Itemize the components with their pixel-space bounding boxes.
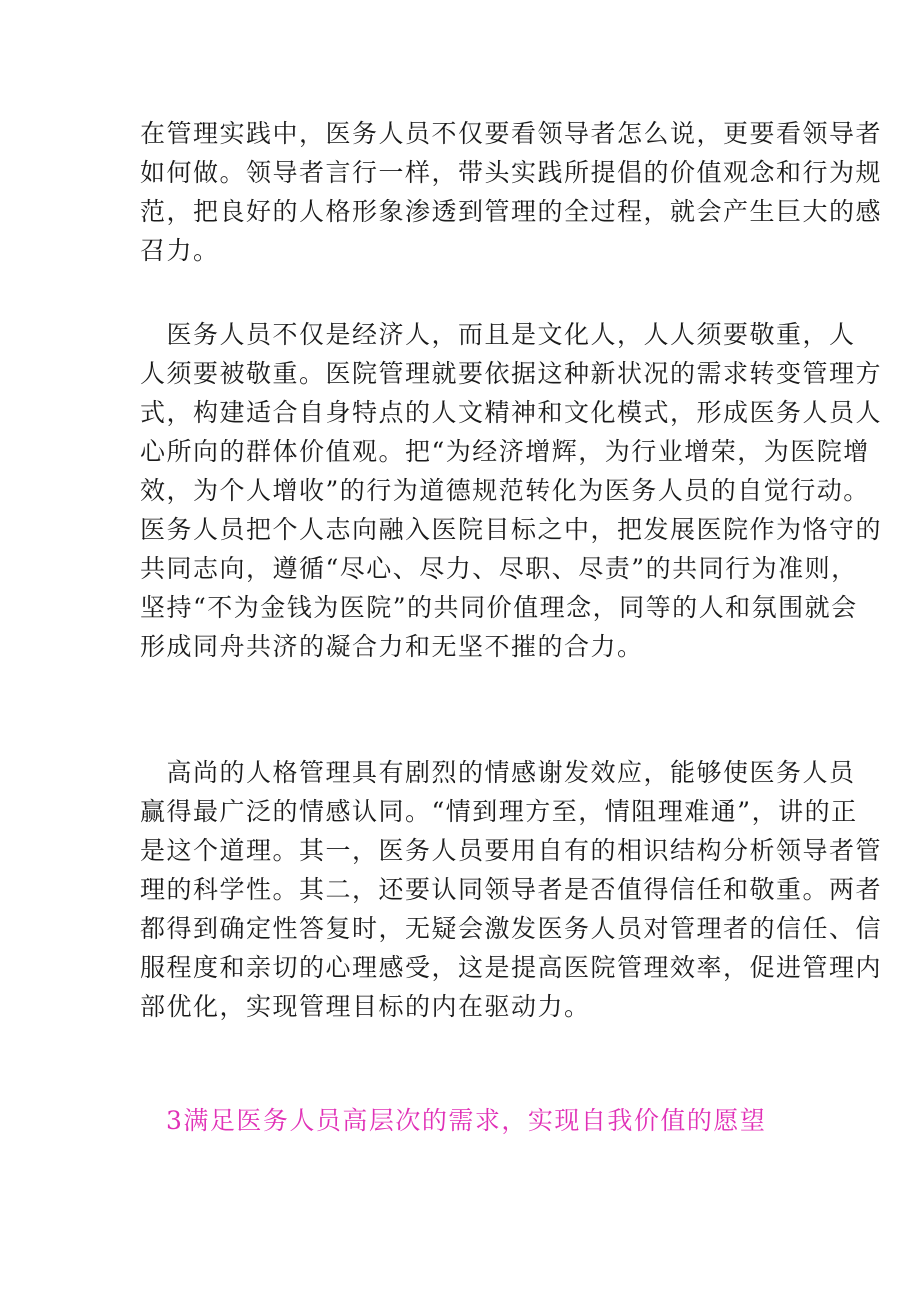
paragraph-line: 医务人员把个人志向融入医院目标之中，把发展医院作为恪守的 <box>140 515 883 544</box>
paragraph-line: 共同志向，遵循“尽心、尽力、尽职、尽责”的共同行为准则， <box>140 554 858 583</box>
paragraph-line: 形成同舟共济的凝合力和无坚不摧的合力。 <box>140 632 644 661</box>
paragraph-line: 部优化，实现管理目标的内在驱动力。 <box>140 992 591 1021</box>
paragraph-line: 如何做。领导者言行一样，带头实践所提倡的价值观念和行为规 <box>140 158 883 187</box>
paragraph-line: 都得到确定性答复时，无疑会激发医务人员对管理者的信任、信 <box>140 914 883 943</box>
paragraph-line: 效，为个人增收”的行为道德规范转化为医务人员的自觉行动。 <box>140 476 870 505</box>
paragraph-line: 理的科学性。其二，还要认同领导者是否值得信任和敬重。两者 <box>140 875 883 904</box>
paragraph-line: 心所向的群体价值观。把“为经济增辉，为行业增荣，为医院增 <box>140 437 870 466</box>
paragraph-line: 医务人员不仅是经济人，而且是文化人，人人须要敬重，人 <box>140 320 856 349</box>
paragraph-line: 高尚的人格管理具有剧烈的情感谢发效应，能够使医务人员 <box>140 758 856 787</box>
paragraph-emotional-effect <box>140 753 883 1026</box>
paragraph-line: 人须要被敬重。医院管理就要依据这种新状况的需求转变管理方 <box>140 359 883 388</box>
paragraph-line: 式，构建适合自身特点的人文精神和文化模式，形成医务人员人 <box>140 398 883 427</box>
paragraph-line: 范，把良好的人格形象渗透到管理的全过程，就会产生巨大的感 <box>140 197 883 226</box>
paragraph-line: 坚持“不为金钱为医院”的共同价值理念，同等的人和氛围就会 <box>140 593 858 622</box>
paragraph-leadership-example <box>140 114 883 270</box>
paragraph-line: 赢得最广泛的情感认同。“情到理方至，情阻理难通”，讲的正 <box>140 797 858 826</box>
paragraph-line: 是这个道理。其一，医务人员要用自有的相识结构分析领导者管 <box>140 836 883 865</box>
paragraph-line: 服程度和亲切的心理感受，这是提高医院管理效率，促进管理内 <box>140 953 883 982</box>
paragraph-cultural-values <box>140 315 883 666</box>
paragraph-line: 召力。 <box>140 236 220 265</box>
section-heading: 3满足医务人员高层次的需求，实现自我价值的愿望 <box>166 1106 767 1135</box>
paragraph-line: 在管理实践中，医务人员不仅要看领导者怎么说，更要看领导者 <box>140 119 883 148</box>
